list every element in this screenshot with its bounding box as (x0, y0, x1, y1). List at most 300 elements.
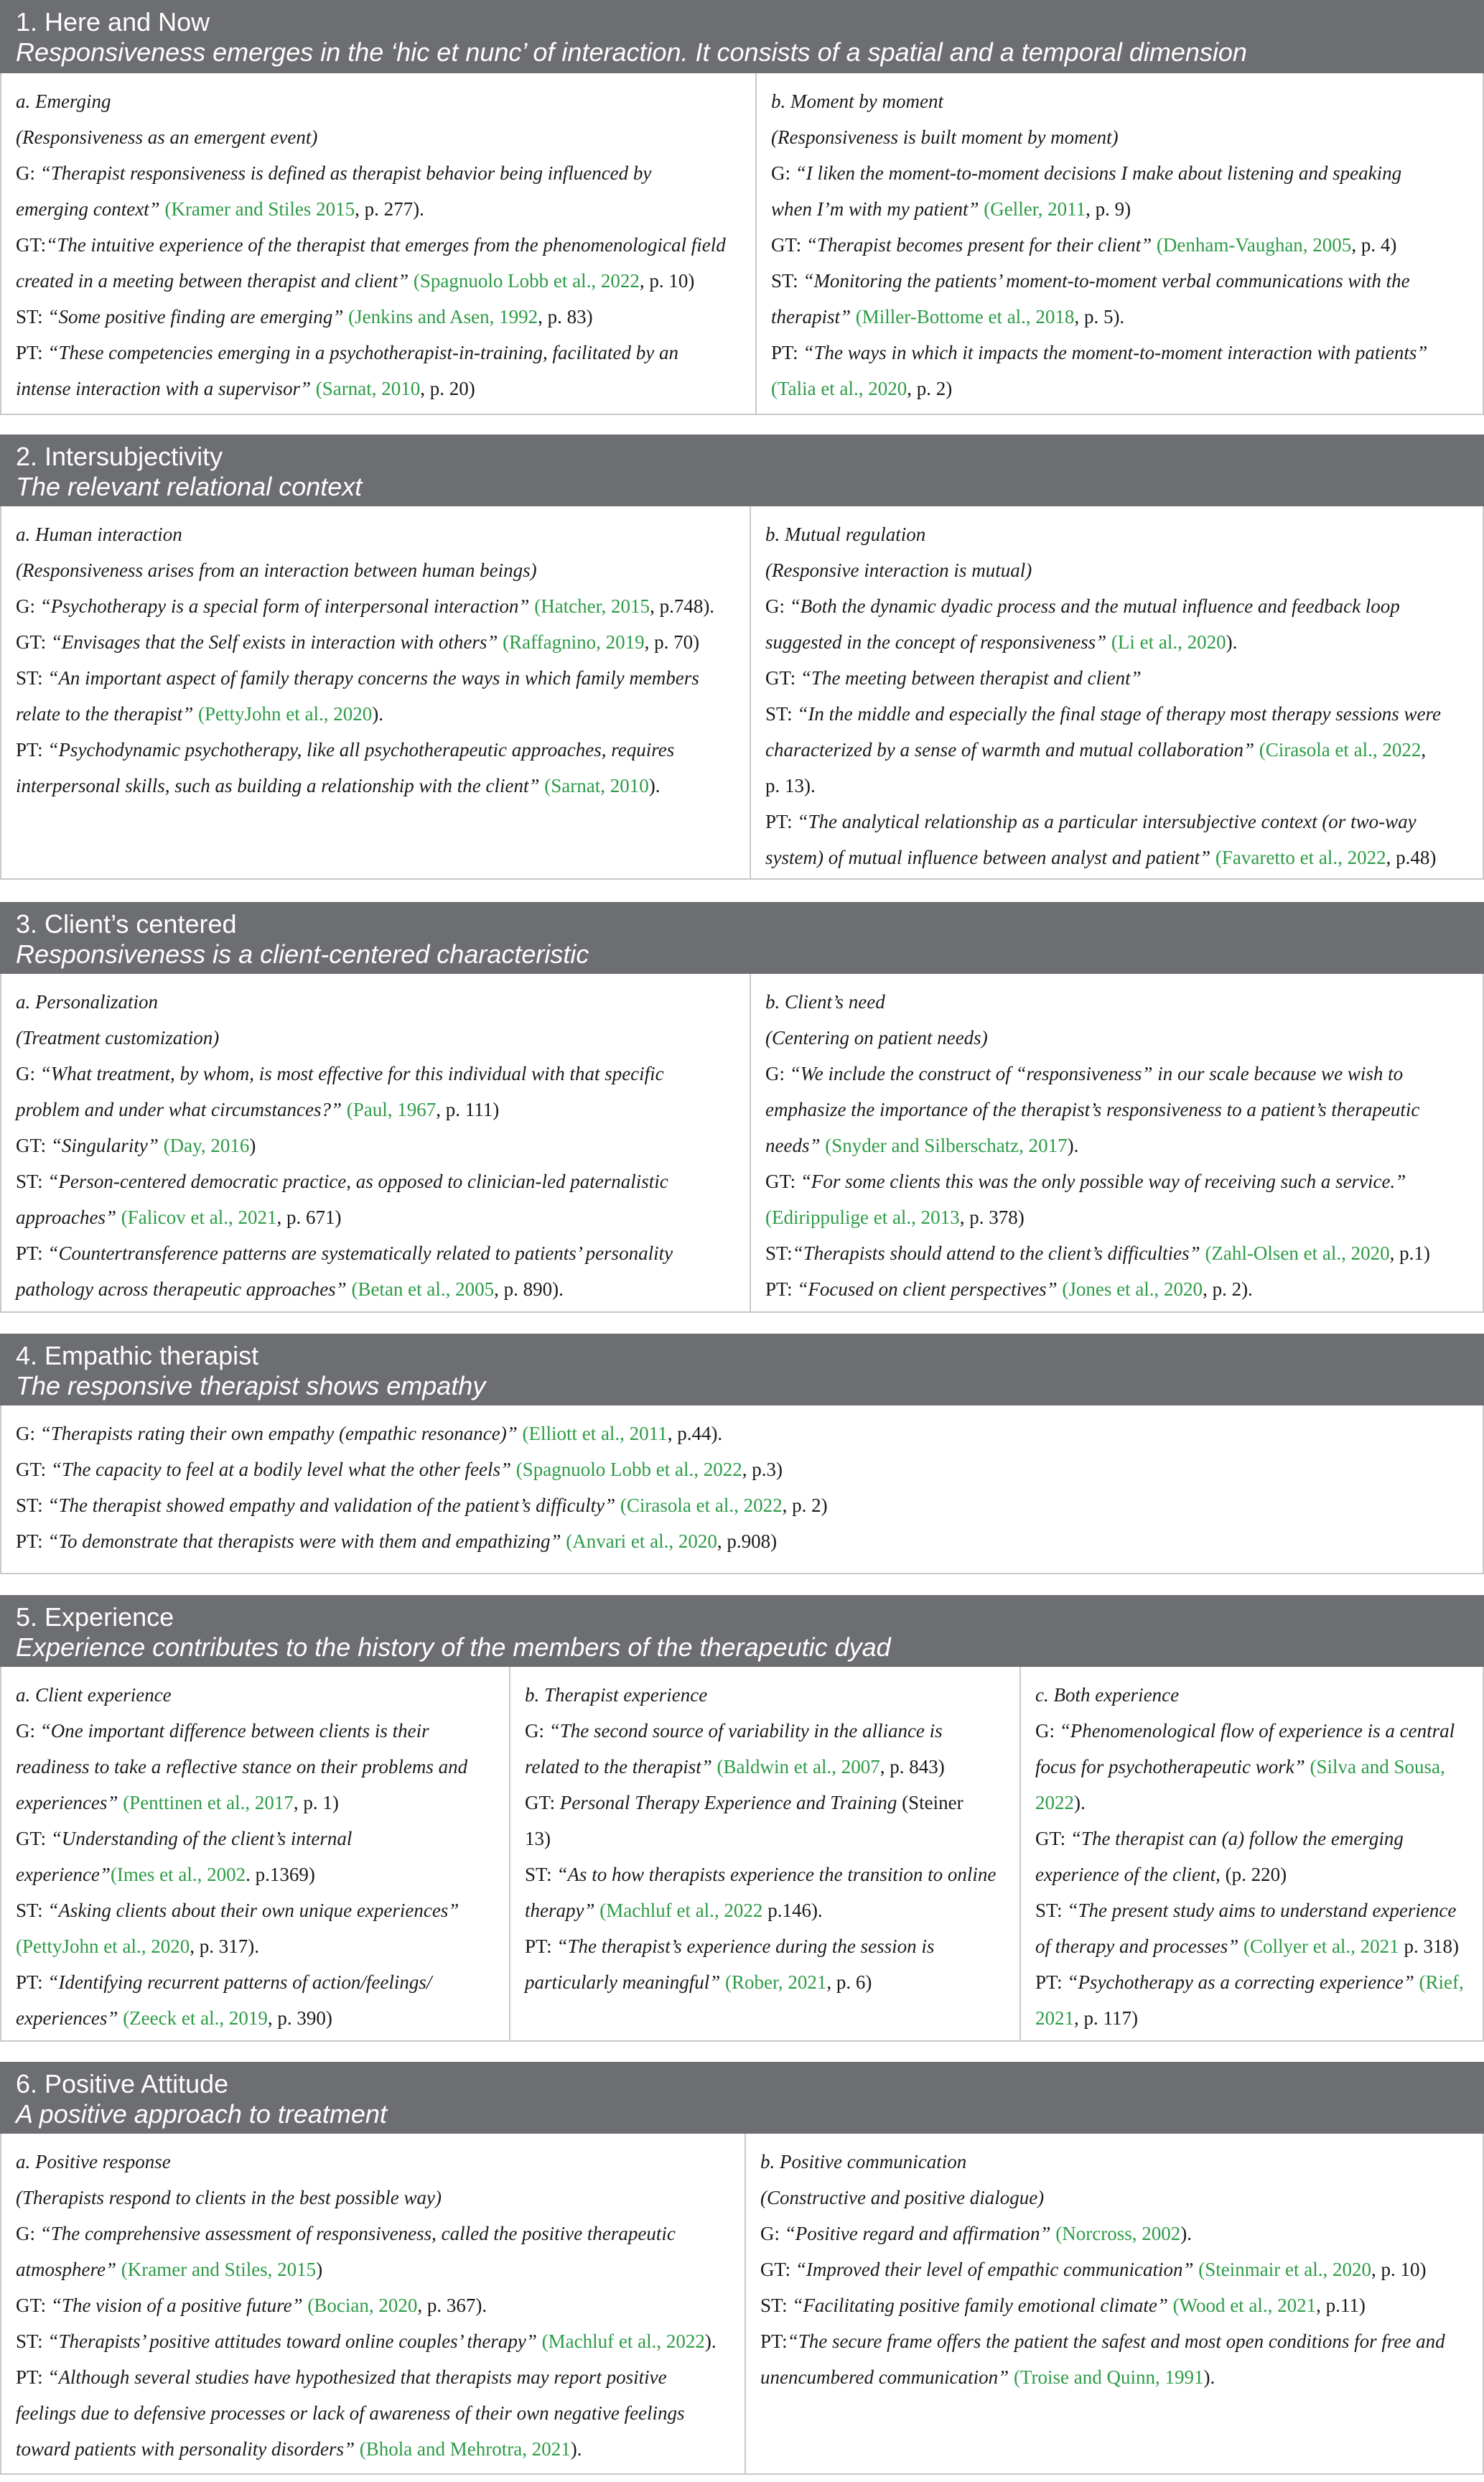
entry-quote: “Therapist becomes present for their client” (806, 234, 1157, 256)
entry-quote: “The ways in which it impacts the moment-to-moment interaction with patients” (803, 342, 1428, 363)
entry-code: G: (16, 1423, 40, 1444)
entry-quote: unencumbered communication” (760, 2366, 1014, 2388)
entry-line (16, 1856, 495, 1892)
entry-quote: “An important aspect of family therapy concerns the ways in which family members (47, 667, 699, 689)
entry-quote: “Person-centered democratic practice, as opposed to clinician-led paternalistic (47, 1171, 668, 1192)
entry-line (16, 1416, 1468, 1451)
entry-quote: “Both the dynamic dyadic process and the mutual influence and feedback loop (789, 595, 1400, 617)
entry-code: ST: (765, 703, 798, 725)
entry-suffix: , p. 20) (420, 378, 475, 399)
entry-suffix: , p. 890). (494, 1278, 564, 1300)
citation-link: (Spagnuolo Lobb et al., 2022 (413, 270, 640, 292)
entry-line (765, 1056, 1468, 1092)
entry-suffix: ). (1203, 2366, 1215, 2388)
entry-line (760, 2323, 1468, 2359)
entry-suffix: , p. 671) (276, 1207, 342, 1228)
entry-line (16, 263, 741, 299)
entry-suffix: , p.44). (667, 1423, 723, 1444)
entry-code: G: (765, 595, 790, 617)
column-description: (Responsive interaction is mutual) (765, 559, 1032, 581)
citation-link: (Rief, (1419, 1971, 1464, 1993)
entry-line (771, 299, 1468, 335)
citation-link: (Bocian, 2020 (307, 2295, 418, 2316)
entry-quote: particularly meaningful” (525, 1971, 725, 1993)
column-both-experience (1019, 1667, 1483, 2040)
column-emerging (1, 73, 755, 414)
section-title: 2. Intersubjectivity (16, 442, 223, 471)
entry-line (16, 1487, 1468, 1523)
entry-line (525, 1964, 1005, 2000)
entry-code: ST: (771, 270, 803, 292)
entry-suffix: ). (648, 775, 661, 796)
entry-quote: “Countertransference patterns are systematically related to patients’ personality (47, 1242, 673, 1264)
entry-code: PT: (16, 1971, 48, 1993)
entry-line (16, 1523, 1468, 1559)
entry-suffix: p. 318) (1399, 1935, 1459, 1957)
entry-code: G: (16, 1063, 40, 1084)
entry-code: PT: (771, 342, 803, 363)
entry-line (16, 768, 735, 804)
entry-code: GT: (771, 234, 806, 256)
entry-line (1035, 1749, 1468, 1785)
citation-link: (Geller, 2011 (984, 198, 1086, 220)
entry-line (765, 624, 1468, 660)
entry-quote: “Therapists rating their own empathy (empathic resonance)” (39, 1423, 523, 1444)
entry-quote: “The present study aims to understand experience (1067, 1900, 1457, 1921)
entry-line (765, 1092, 1468, 1128)
citation-link: (Silva and Sousa, (1310, 1756, 1445, 1777)
citation-link: (Imes et al., 2002 (110, 1864, 246, 1885)
column-heading: a. Emerging (16, 90, 111, 112)
entry-quote: pathology across therapeutic approaches” (16, 1278, 352, 1300)
section-header (0, 1595, 1484, 1667)
column-client-experience (1, 1667, 509, 2040)
entry-code: GT: (525, 1792, 560, 1813)
entry-quote: problem and under what circumstances?” (16, 1099, 347, 1120)
entry-line (16, 2395, 730, 2431)
entry-line (525, 1856, 1005, 1892)
entry-suffix: , p.11) (1316, 2295, 1366, 2316)
entry-quote: “To demonstrate that therapists were with them and empathizing” (47, 1530, 566, 1552)
entry-line (760, 2216, 1468, 2251)
entry-code: PT: (16, 2366, 48, 2388)
entry-code: ST: (525, 1864, 557, 1885)
section-subtitle: The responsive therapist shows empathy (16, 1371, 486, 1400)
entry-quote: “Envisages that the Self exists in interaction with others” (50, 631, 503, 653)
entry-suffix: ) (249, 1135, 256, 1156)
column-personalization (1, 974, 750, 1311)
column-mutual-regulation (750, 506, 1483, 878)
entry-line (765, 588, 1468, 624)
entry-suffix: , p. 4) (1351, 234, 1397, 256)
entry-quote: “Singularity” (50, 1135, 164, 1156)
entry-code: G: (771, 162, 795, 184)
entry-line (1035, 2000, 1468, 2036)
citation-link: (Penttinen et al., 2017 (123, 1792, 294, 1813)
citation-link: (Edirippulige et al., 2013 (765, 1207, 960, 1228)
citation-link: (Falicov et al., 2021 (121, 1207, 277, 1228)
entry-quote: needs” (765, 1135, 826, 1156)
entry-line (16, 660, 735, 696)
entry-line (765, 1128, 1468, 1163)
citation-link: (Day, 2016 (163, 1135, 250, 1156)
entry-line (1035, 1928, 1468, 1964)
column-positive-communication (745, 2134, 1483, 2473)
entry-quote: intense interaction with a supervisor” (16, 378, 316, 399)
entry-line (771, 155, 1468, 191)
column-heading: b. Positive communication (760, 2151, 967, 2172)
entry-line (771, 191, 1468, 227)
entry-code: PT: (525, 1935, 557, 1957)
citation-link: (PettyJohn et al., 2020 (197, 703, 373, 725)
entry-quote: “In the middle and especially the final stage of therapy most therapy sessions were (797, 703, 1442, 725)
column-moment-by-moment (755, 73, 1483, 414)
entry-code: ST: (16, 1495, 48, 1516)
entry-line (16, 1928, 495, 1964)
citation-link: (Rober, 2021 (725, 1971, 827, 1993)
section-title: 1. Here and Now (16, 7, 210, 37)
section-body (0, 506, 1484, 880)
entry-suffix: , p. 70) (644, 631, 700, 653)
entry-suffix: , p.3) (742, 1459, 783, 1480)
citation-link: (Sarnat, 2010 (315, 378, 421, 399)
entry-suffix: , p. 843) (879, 1756, 945, 1777)
column-description: (Centering on patient needs) (765, 1027, 988, 1049)
citation-link: (Cirasola et al., 2022 (620, 1495, 783, 1516)
entry-suffix: , p. 317). (190, 1935, 259, 1957)
entry-quote: characterized by a sense of warmth and mutual collaboration” (765, 739, 1259, 761)
entry-code: ST: (1035, 1900, 1068, 1921)
entry-line (16, 155, 741, 191)
column-description: (Responsiveness is built moment by moment) (771, 126, 1119, 148)
entry-suffix: ). (1067, 1135, 1079, 1156)
column-description: (Therapists respond to clients in the best possible way) (16, 2187, 442, 2208)
entry-suffix: , p. 1) (293, 1792, 339, 1813)
entry-suffix: ). (570, 2438, 582, 2460)
entry-suffix: , p. 277). (355, 198, 424, 220)
entry-code: ST: (16, 667, 48, 689)
column-heading: b. Moment by moment (771, 90, 943, 112)
section-subtitle: The relevant relational context (16, 472, 363, 501)
entry-quote: “Psychotherapy as a correcting experience” (1067, 1971, 1419, 1993)
entry-quote: “Phenomenological flow of experience is a central (1059, 1720, 1455, 1742)
entry-suffix: p. 13). (765, 775, 816, 796)
entry-quote: “The therapist can (a) follow the emerging (1070, 1828, 1404, 1849)
entry-line (16, 1235, 735, 1271)
entry-quote: “What treatment, by whom, is most effective for this individual with that specific (39, 1063, 664, 1084)
entry-quote: “The secure frame offers the patient the safest and most open conditions for free and (787, 2330, 1445, 2352)
entry-code: PT: (1035, 1971, 1068, 1993)
entry-quote: “Therapist responsiveness is defined as therapist behavior being influenced by (39, 162, 652, 184)
entry-code: PT: (16, 1530, 48, 1552)
entry-line (765, 804, 1468, 840)
citation-link: (Betan et al., 2005 (351, 1278, 495, 1300)
entry-suffix: , p. 9) (1086, 198, 1131, 220)
entry-suffix: 13) (525, 1828, 551, 1849)
column-description: (Constructive and positive dialogue) (760, 2187, 1045, 2208)
entry-quote: “The intuitive experience of the therapist that emerges from the phenomenological field (46, 234, 726, 256)
entry-quote: experiences” (16, 2007, 123, 2029)
column-heading: a. Personalization (16, 991, 159, 1013)
entry-suffix: , p. 83) (538, 306, 593, 327)
citation-link: (Kramer and Stiles 2015 (164, 198, 355, 220)
entry-quote: “For some clients this was the only possible way of receiving such a service.” (800, 1171, 1406, 1192)
entry-quote: “We include the construct of “responsiveness” in our scale because we wish to (789, 1063, 1404, 1084)
entry-suffix: , p. 2) (782, 1495, 828, 1516)
entry-code: ST: (760, 2295, 793, 2316)
column-heading: b. Therapist experience (525, 1684, 708, 1706)
citation-link: (Elliott et al., 2011 (522, 1423, 668, 1444)
entry-code: G: (16, 1720, 40, 1742)
entry-line (1035, 1892, 1468, 1928)
citation-link: 2022 (1035, 1792, 1074, 1813)
section-body (0, 73, 1484, 415)
entry-suffix: , p. 2) (907, 378, 953, 399)
entry-quote: Personal Therapy Experience and Training (559, 1792, 897, 1813)
entry-line (16, 624, 735, 660)
entry-suffix: ) (316, 2259, 323, 2280)
entry-quote: “The comprehensive assessment of responsiveness, called the positive therapeutic (39, 2223, 676, 2244)
entry-quote: “Therapists should attend to the client’s difficulties” (792, 1242, 1205, 1264)
column-therapist-experience (509, 1667, 1019, 2040)
entry-line (16, 2000, 495, 2036)
citation-link: (Cirasola et al., 2022 (1259, 739, 1422, 761)
entry-line (16, 191, 741, 227)
entry-suffix: ). (1074, 1792, 1086, 1813)
entry-line (16, 2323, 730, 2359)
entry-line (765, 1199, 1468, 1235)
entry-suffix: , p. 2). (1203, 1278, 1253, 1300)
column-heading: a. Human interaction (16, 524, 182, 545)
entry-line (16, 2431, 730, 2467)
citation-link: (Denham-Vaughan, 2005 (1156, 234, 1352, 256)
entry-line (1035, 1785, 1468, 1821)
column-positive-response (1, 2134, 745, 2473)
entry-line (1035, 1964, 1468, 2000)
entry-quote: “Although several studies have hypothesized that therapists may report positive (47, 2366, 667, 2388)
entry-quote: “I liken the moment-to-moment decisions I make about listening and speaking (795, 162, 1402, 184)
citation-link: (Jenkins and Asen, 1992 (348, 306, 538, 327)
entry-line (525, 1785, 1005, 1821)
entry-line (765, 1163, 1468, 1199)
section-header (0, 0, 1484, 73)
entry-line (16, 299, 741, 335)
section-header (0, 434, 1484, 506)
section-header (0, 2062, 1484, 2134)
entry-line (16, 227, 741, 263)
entry-line (16, 1271, 735, 1307)
entry-code: GT: (765, 1171, 801, 1192)
entry-line (16, 588, 735, 624)
section-body (0, 2134, 1484, 2475)
entry-line (16, 371, 741, 406)
entry-quote: created in a meeting between therapist and client” (16, 270, 414, 292)
entry-line (16, 696, 735, 732)
entry-code: G: (16, 2223, 40, 2244)
entry-line (16, 1785, 495, 1821)
entry-line (771, 371, 1468, 406)
entry-quote: “Understanding of the client’s internal (50, 1828, 353, 1849)
entry-quote: toward patients with personality disorders” (16, 2438, 360, 2460)
citation-link: (Anvari et al., 2020 (566, 1530, 717, 1552)
entry-quote: “The capacity to feel at a bodily level what the other feels” (50, 1459, 516, 1480)
entry-code: GT: (16, 1135, 51, 1156)
citation-link: (Miller-Bottome et al., 2018 (855, 306, 1075, 327)
citation-link: (Wood et al., 2021 (1172, 2295, 1317, 2316)
entry-code: ST: (765, 1242, 793, 1264)
entry-code: GT: (16, 234, 47, 256)
section-title: 4. Empathic therapist (16, 1341, 259, 1370)
column-empathy (1, 1405, 1483, 1573)
column-heading: a. Positive response (16, 2151, 171, 2172)
entry-line (16, 1892, 495, 1928)
entry-line (765, 840, 1468, 875)
entry-suffix: ). (1226, 631, 1238, 653)
section-title: 5. Experience (16, 1602, 174, 1632)
column-heading: c. Both experience (1035, 1684, 1180, 1706)
entry-suffix: , p. 378) (959, 1207, 1025, 1228)
entry-quote: approaches” (16, 1207, 121, 1228)
entry-code: G: (16, 595, 40, 617)
entry-suffix: , p.48) (1386, 847, 1437, 868)
entry-line (771, 263, 1468, 299)
entry-suffix: , p. 10) (1371, 2259, 1427, 2280)
citation-link: (Machluf et al., 2022 (599, 1900, 763, 1921)
entry-line (765, 1271, 1468, 1307)
entry-line (16, 2216, 730, 2251)
column-clients-need (750, 974, 1483, 1311)
entry-quote: “The analytical relationship as a particular intersubjective context (or two-way (797, 811, 1417, 832)
entry-quote: experience” (16, 1864, 111, 1885)
entry-code: PT: (16, 342, 48, 363)
entry-quote: “As to how therapists experience the transition to online (556, 1864, 997, 1885)
entry-code: G: (765, 1063, 790, 1084)
entry-quote: readiness to take a reflective stance on their problems and (16, 1756, 468, 1777)
entry-code: ST: (16, 306, 48, 327)
entry-quote: emphasize the importance of the therapist’s responsiveness to a patient’s therapeutic (765, 1099, 1420, 1120)
entry-line (765, 768, 1468, 804)
entry-suffix: ). (372, 703, 383, 725)
entry-code: GT: (16, 1459, 51, 1480)
entry-code: GT: (16, 631, 51, 653)
entry-code: GT: (1035, 1828, 1070, 1849)
section-subtitle: Experience contributes to the history of the members of the therapeutic dyad (16, 1632, 891, 1662)
entry-quote: suggested in the concept of responsiveness” (765, 631, 1111, 653)
entry-line (765, 660, 1468, 696)
entry-line (1035, 1713, 1468, 1749)
entry-quote: “One important difference between clients is their (39, 1720, 429, 1742)
entry-line (16, 1964, 495, 2000)
section-empathic-therapist (0, 1334, 1484, 1574)
entry-line (525, 1892, 1005, 1928)
entry-quote: “Improved their level of empathic communication” (795, 2259, 1199, 2280)
entry-line (16, 1056, 735, 1092)
entry-line (525, 1749, 1005, 1785)
section-here-and-now (0, 0, 1484, 415)
citation-link: (Kramer and Stiles, 2015 (121, 2259, 317, 2280)
entry-quote: focus for psychotherapeutic work” (1035, 1756, 1310, 1777)
entry-suffix: , p. 5). (1074, 306, 1125, 327)
section-body (0, 1667, 1484, 2042)
column-description: (Responsiveness arises from an interaction between human beings) (16, 559, 537, 581)
entry-line (525, 1821, 1005, 1856)
entry-quote: “The meeting between therapist and client” (800, 667, 1142, 689)
column-description: (Responsiveness as an emergent event) (16, 126, 318, 148)
entry-line (16, 1821, 495, 1856)
section-experience (0, 1595, 1484, 2042)
entry-line (765, 696, 1468, 732)
citation-link: (Steinmair et al., 2020 (1198, 2259, 1371, 2280)
section-subtitle: Responsiveness emerges in the ‘hic et nunc’ of interaction. It consists of a spatial and a temporal dimension (16, 37, 1247, 67)
entry-suffix: , p. 367). (417, 2295, 487, 2316)
section-clients-centered (0, 902, 1484, 1313)
entry-line (16, 1713, 495, 1749)
section-body (0, 1405, 1484, 1574)
column-description: (Treatment customization) (16, 1027, 220, 1049)
entry-code: GT: (16, 1828, 51, 1849)
entry-suffix: , p.1) (1389, 1242, 1430, 1264)
column-heading: b. Mutual regulation (765, 524, 926, 545)
entry-quote: “Asking clients about their own unique experiences” (47, 1900, 459, 1921)
entry-line (16, 1163, 735, 1199)
citation-link: (Norcross, 2002 (1055, 2223, 1181, 2244)
entry-line (771, 335, 1468, 371)
entry-quote: “Facilitating positive family emotional climate” (792, 2295, 1173, 2316)
entry-quote: “The therapist showed empathy and validation of the patient’s difficulty” (47, 1495, 620, 1516)
entry-quote: emerging context” (16, 198, 165, 220)
entry-code: PT: (760, 2330, 788, 2352)
entry-line (16, 1128, 735, 1163)
citation-link: (Collyer et al., 2021 (1243, 1935, 1399, 1957)
entry-code: PT: (765, 811, 798, 832)
citation-link: (Paul, 1967 (346, 1099, 437, 1120)
column-human-interaction (1, 506, 750, 878)
section-header (0, 1334, 1484, 1405)
entry-suffix: , p. 6) (826, 1971, 872, 1993)
entry-line (765, 1235, 1468, 1271)
section-header (0, 902, 1484, 974)
entry-code: G: (760, 2223, 785, 2244)
entry-code: GT: (765, 667, 801, 689)
entry-line (760, 2251, 1468, 2287)
section-title: 6. Positive Attitude (16, 2069, 229, 2098)
entry-suffix: , p.908) (717, 1530, 778, 1552)
entry-quote: “Psychotherapy is a special form of interpersonal interaction” (39, 595, 535, 617)
entry-line (16, 1199, 735, 1235)
entry-quote: experiences” (16, 1792, 123, 1813)
entry-line (16, 1749, 495, 1785)
entry-suffix: ). (704, 2330, 717, 2352)
citation-link: (Li et al., 2020 (1111, 631, 1226, 653)
entry-line (16, 2251, 730, 2287)
entry-quote: therapist” (771, 306, 856, 327)
citation-link: (Zeeck et al., 2019 (123, 2007, 268, 2029)
entry-line (16, 2287, 730, 2323)
entry-suffix: ). (1180, 2223, 1192, 2244)
entry-line (16, 1451, 1468, 1487)
entry-suffix: , p. 111) (436, 1099, 500, 1120)
entry-suffix: , (1421, 739, 1427, 761)
entry-code: G: (1035, 1720, 1060, 1742)
citation-link: (Baldwin et al., 2007 (717, 1756, 880, 1777)
entry-quote: “Therapists’ positive attitudes toward online couples’ therapy” (47, 2330, 542, 2352)
section-positive-attitude (0, 2062, 1484, 2475)
entry-code: GT: (760, 2259, 795, 2280)
entry-quote: system) of mutual influence between analyst and patient” (765, 847, 1215, 868)
entry-quote: “Monitoring the patients’ moment-to-moment verbal communications with the (803, 270, 1410, 292)
entry-quote: therapy” (525, 1900, 600, 1921)
entry-quote: interpersonal skills, such as building a relationship with the client” (16, 775, 545, 796)
